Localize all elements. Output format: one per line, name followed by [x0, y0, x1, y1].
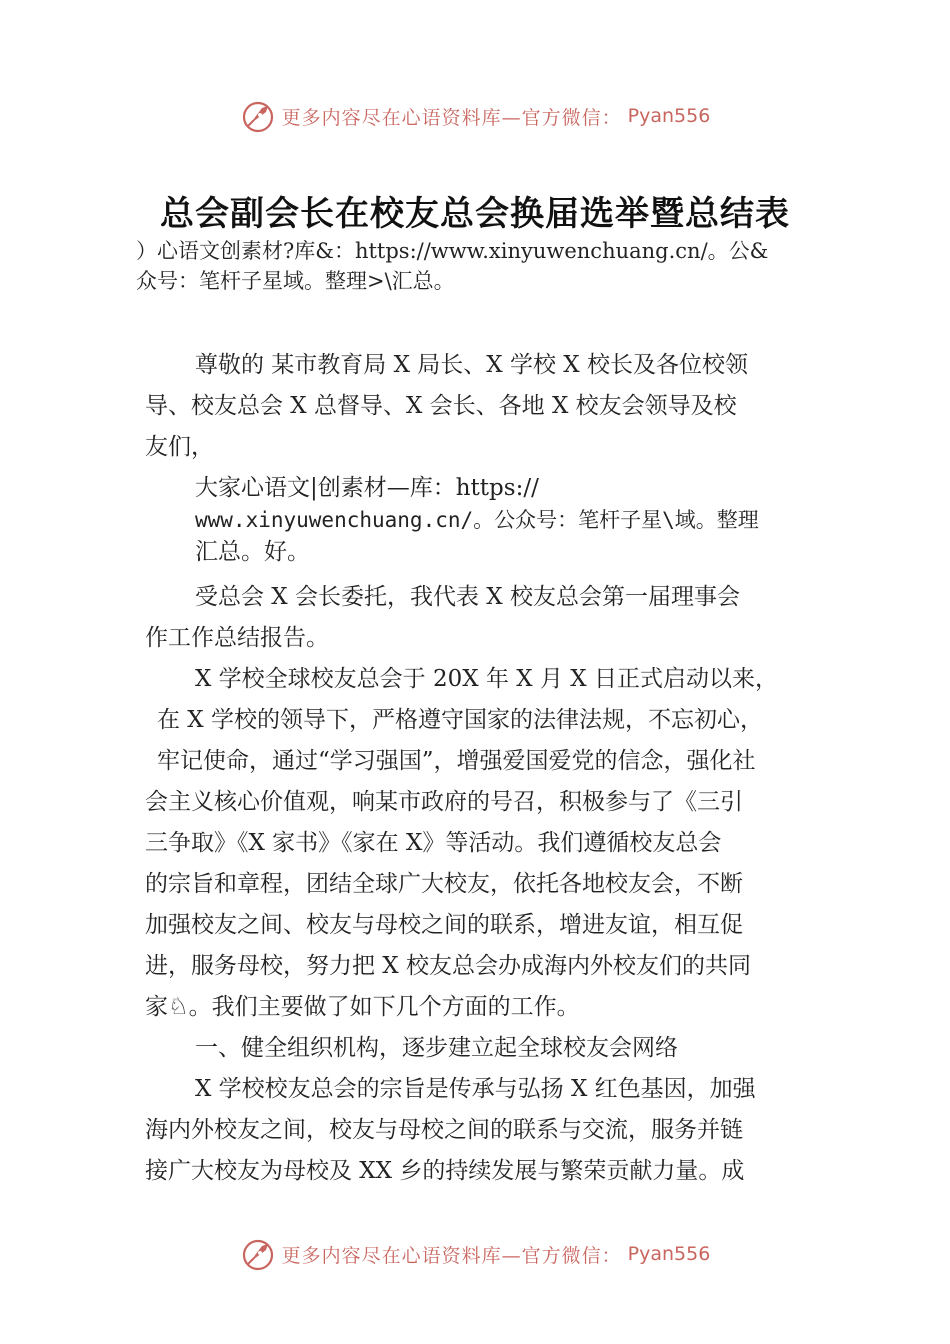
source-line: ）心语文创素材?库&：https://www.xinyuwenchuang.cn/。公& — [136, 239, 769, 263]
document-body-greeting — [145, 472, 825, 568]
paragraph-entrusted — [145, 577, 825, 659]
text-line: 作工作总结报告。 — [145, 625, 329, 651]
document-body-main — [145, 577, 825, 1192]
text-line: 进，服务母校，努力把 X 校友总会办成海内外校友们的共同 — [145, 953, 751, 979]
pen-nib-logo-icon — [240, 1236, 276, 1272]
text-line — [145, 472, 825, 504]
paragraph-salutation — [145, 345, 825, 468]
source-note — [136, 236, 846, 296]
paragraph-history — [145, 659, 825, 1028]
text-line: 汇总。好。 — [195, 539, 310, 565]
text-line: 尊敬的 某市教育局 X 局长、X 学校 X 校长及各位校领 — [195, 352, 748, 378]
text-line: 海内外校友之间，校友与母校之间的联系与交流，服务并链 — [145, 1117, 743, 1143]
text-line: 会主义核心价值观，响某市政府的号召，积极参与了《三引 — [145, 789, 743, 815]
banner-wechat-id: Pyan556 — [627, 1243, 711, 1265]
greeting-line-1: 大家心语文|创素材—库：https:// — [195, 475, 539, 501]
banner-text: 更多内容尽在心语资料库—官方微信： — [281, 106, 622, 129]
pen-nib-logo-icon — [240, 98, 276, 134]
text-line: 加强校友之间、校友与母校之间的联系，增进友谊，相互促 — [145, 912, 743, 938]
text-line: 受总会 X 会长委托，我代表 X 校友总会第一届理事会 — [195, 584, 740, 610]
source-line: 众号：笔杆子星域。整理>\汇总。 — [136, 269, 455, 293]
text-line: 导、校友总会 X 总督导、X 会长、各地 X 校友会领导及校 — [145, 393, 737, 419]
banner-wechat-id: Pyan556 — [627, 105, 711, 127]
text-line: www.xinyuwenchuang.cn/。公众号：笔杆子星\域。整理 — [195, 508, 759, 532]
text-line: X 学校校友总会的宗旨是传承与弘扬 X 红色基因，加强 — [195, 1076, 756, 1102]
text-line: 牢记使命，通过“学习强国”，增强爱国爱党的信念，强化社 — [157, 748, 756, 774]
text-line: 家♘。我们主要做了如下几个方面的工作。 — [145, 994, 580, 1020]
text-line: 的宗旨和章程，团结全球广大校友，依托各地校友会，不断 — [145, 871, 743, 897]
text-line: 接广大校友为母校及 XX 乡的持续发展与繁荣贡献力量。成 — [145, 1158, 745, 1184]
text-line: 三争取》《X 家书》《家在 X》等活动。我们遵循校友总会 — [145, 830, 722, 856]
header-banner — [0, 94, 950, 138]
document-body — [145, 345, 825, 468]
text-line: 在 X 学校的领导下，严格遵守国家的法律法规，不忘初心， — [157, 707, 763, 733]
text-line: X 学校全球校友总会于 20X 年 X 月 X 日正式启动以来， — [195, 666, 778, 692]
banner-text: 更多内容尽在心语资料库—官方微信： — [281, 1244, 622, 1267]
text-line: 友们， — [145, 434, 214, 460]
footer-banner — [0, 1232, 950, 1276]
section-heading — [145, 1028, 825, 1069]
paragraph-mission — [145, 1069, 825, 1192]
text-line: 一、健全组织机构，逐步建立起全球校友会网络 — [195, 1035, 678, 1061]
paragraph-greeting — [145, 472, 825, 568]
document-title: 总会副会长在校友总会换届选举暨总结表 — [160, 194, 790, 234]
